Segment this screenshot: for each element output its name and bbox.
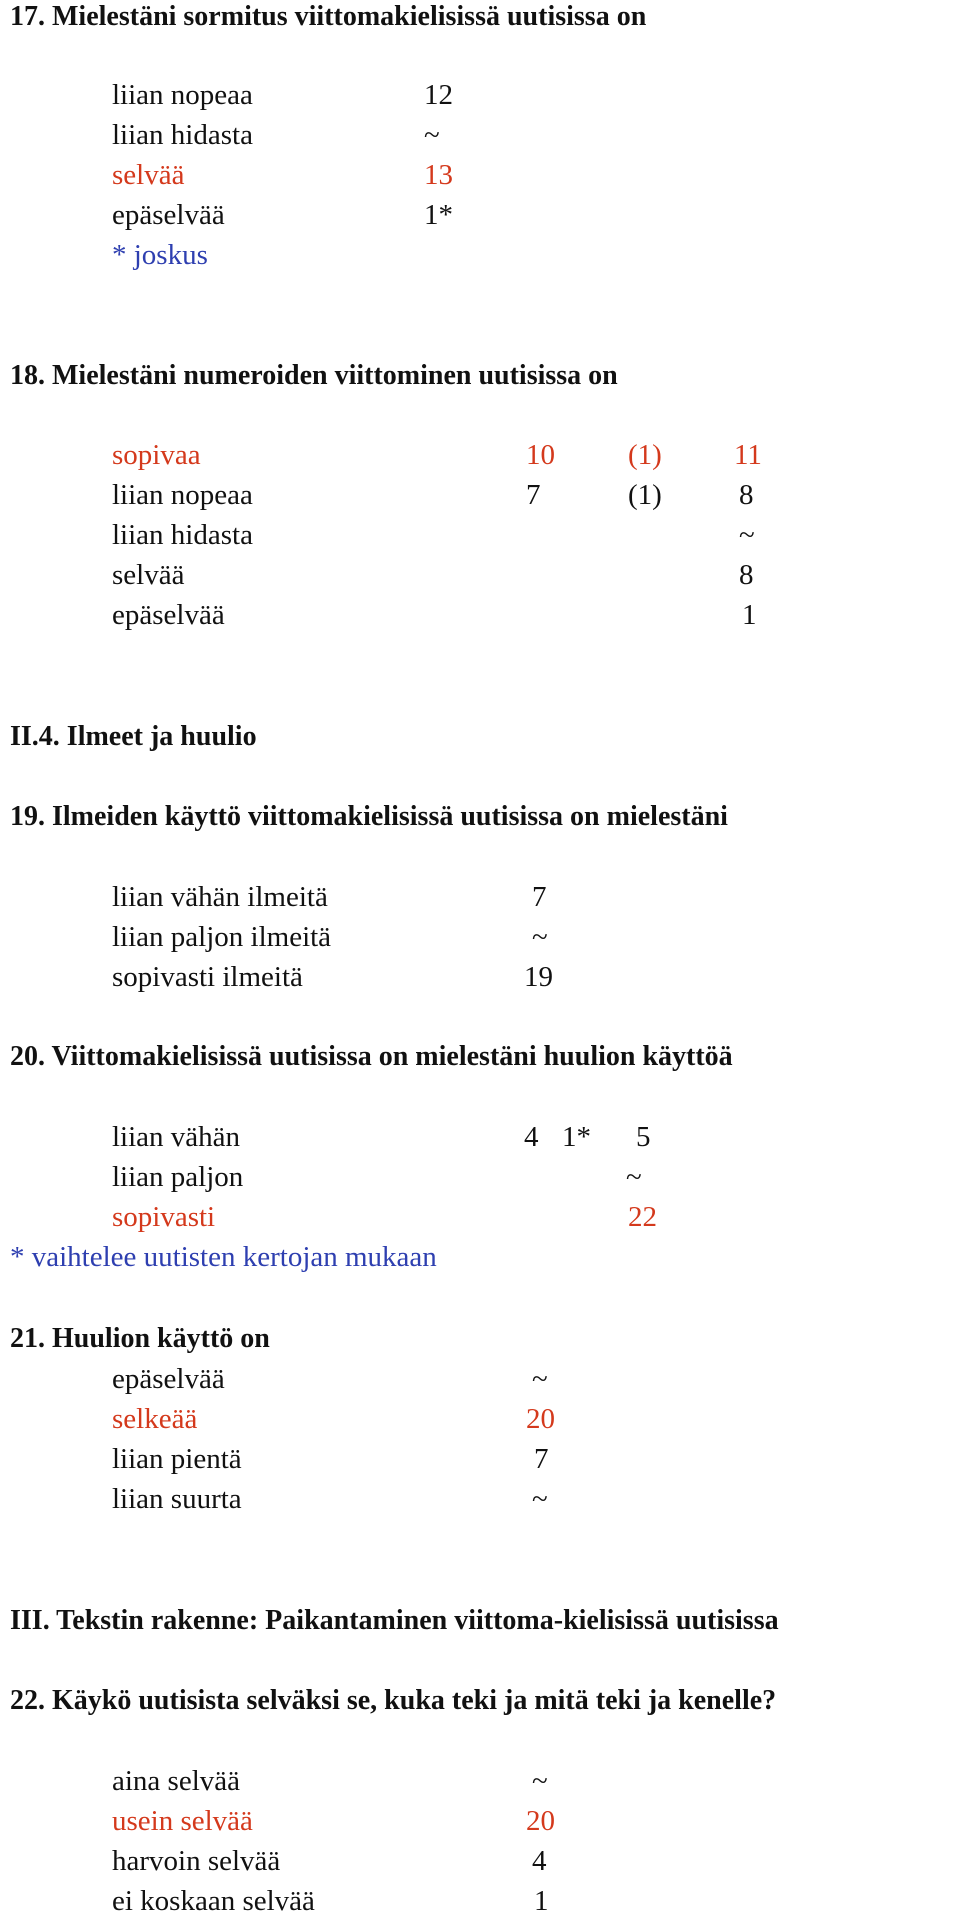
q20-row-label: liian vähän bbox=[112, 1121, 241, 1153]
q18-row-total: 11 bbox=[734, 439, 762, 471]
q17-heading: 17. Mielestäni sormitus viittomakielisissä uutisissa on bbox=[10, 1, 647, 32]
q19-row-label: liian vähän ilmeitä bbox=[112, 881, 328, 913]
q20-row-total: ~ bbox=[626, 1161, 642, 1193]
q18-row-total: 8 bbox=[739, 559, 754, 591]
q18-row-label: selvää bbox=[112, 559, 185, 591]
q20-footnote: * vaihtelee uutisten kertojan mukaan bbox=[10, 1241, 437, 1273]
q19-heading: 19. Ilmeiden käyttö viittomakielisissä uutisissa on mielestäni bbox=[10, 801, 728, 832]
q18-row-total: ~ bbox=[739, 519, 755, 551]
q22-row-label: aina selvää bbox=[112, 1765, 241, 1797]
q21-row-value: ~ bbox=[532, 1483, 548, 1515]
section-ii4-heading: II.4. Ilmeet ja huulio bbox=[10, 721, 257, 752]
q18-row-value-a: 7 bbox=[526, 479, 541, 511]
q21-row-label: selkeää bbox=[112, 1403, 198, 1435]
q18-row-label: liian hidasta bbox=[112, 519, 253, 551]
q21-heading: 21. Huulion käyttö on bbox=[10, 1323, 270, 1354]
q19-row-label: sopivasti ilmeitä bbox=[112, 961, 303, 993]
q21-row-label: epäselvää bbox=[112, 1363, 225, 1395]
q20-heading: 20. Viittomakielisissä uutisissa on mielestäni huulion käyttöä bbox=[10, 1041, 733, 1072]
q20-row-total: 5 bbox=[636, 1121, 651, 1153]
q20-row-value-a: 4 bbox=[524, 1121, 539, 1153]
q22-row-value: 1 bbox=[534, 1885, 549, 1917]
q22-row-label: usein selvää bbox=[112, 1805, 253, 1837]
q20-row-value-b: 1* bbox=[562, 1121, 591, 1153]
q17-row-label: epäselvää bbox=[112, 199, 225, 231]
q22-row-label: ei koskaan selvää bbox=[112, 1885, 315, 1917]
q19-row-value: 7 bbox=[532, 881, 547, 913]
q17-row-value: 1* bbox=[424, 199, 453, 231]
q20-row-total: 22 bbox=[628, 1201, 657, 1233]
q18-row-total: 8 bbox=[739, 479, 754, 511]
q19-row-label: liian paljon ilmeitä bbox=[112, 921, 332, 953]
q18-row-value-b: (1) bbox=[628, 439, 662, 471]
q18-row-total: 1 bbox=[742, 599, 757, 631]
q17-row-value: 12 bbox=[424, 79, 453, 111]
q21-row-value: 20 bbox=[526, 1403, 555, 1435]
q18-row-value-b: (1) bbox=[628, 479, 662, 511]
q21-row-label: liian suurta bbox=[112, 1483, 242, 1515]
q19-row-value: 19 bbox=[524, 961, 553, 993]
q21-row-value: ~ bbox=[532, 1363, 548, 1395]
q22-heading: 22. Käykö uutisista selväksi se, kuka teki ja mitä teki ja kenelle? bbox=[10, 1685, 777, 1716]
q20-row-label: sopivasti bbox=[112, 1201, 216, 1233]
q22-row-value: ~ bbox=[532, 1765, 548, 1797]
q21-row-label: liian pientä bbox=[112, 1443, 242, 1475]
q18-row-value-a: 10 bbox=[526, 439, 555, 471]
q18-row-label: epäselvää bbox=[112, 599, 225, 631]
q17-row-label: liian hidasta bbox=[112, 119, 253, 151]
q17-row-value: 13 bbox=[424, 159, 453, 191]
q20-row-label: liian paljon bbox=[112, 1161, 244, 1193]
q22-row-label: harvoin selvää bbox=[112, 1845, 281, 1877]
q21-row-value: 7 bbox=[534, 1443, 549, 1475]
q17-row-value: ~ bbox=[424, 119, 440, 151]
q18-row-label: liian nopeaa bbox=[112, 479, 253, 511]
q17-row-label: liian nopeaa bbox=[112, 79, 253, 111]
q22-row-value: 20 bbox=[526, 1805, 555, 1837]
q17-row-label: selvää bbox=[112, 159, 185, 191]
q22-row-value: 4 bbox=[532, 1845, 547, 1877]
q18-heading: 18. Mielestäni numeroiden viittominen uutisissa on bbox=[10, 360, 618, 391]
section-iii-heading: III. Tekstin rakenne: Paikantaminen viittoma-kielisissä uutisissa bbox=[10, 1605, 779, 1636]
q18-row-label: sopivaa bbox=[112, 439, 201, 471]
q17-footnote: * joskus bbox=[112, 239, 208, 271]
q19-row-value: ~ bbox=[532, 921, 548, 953]
